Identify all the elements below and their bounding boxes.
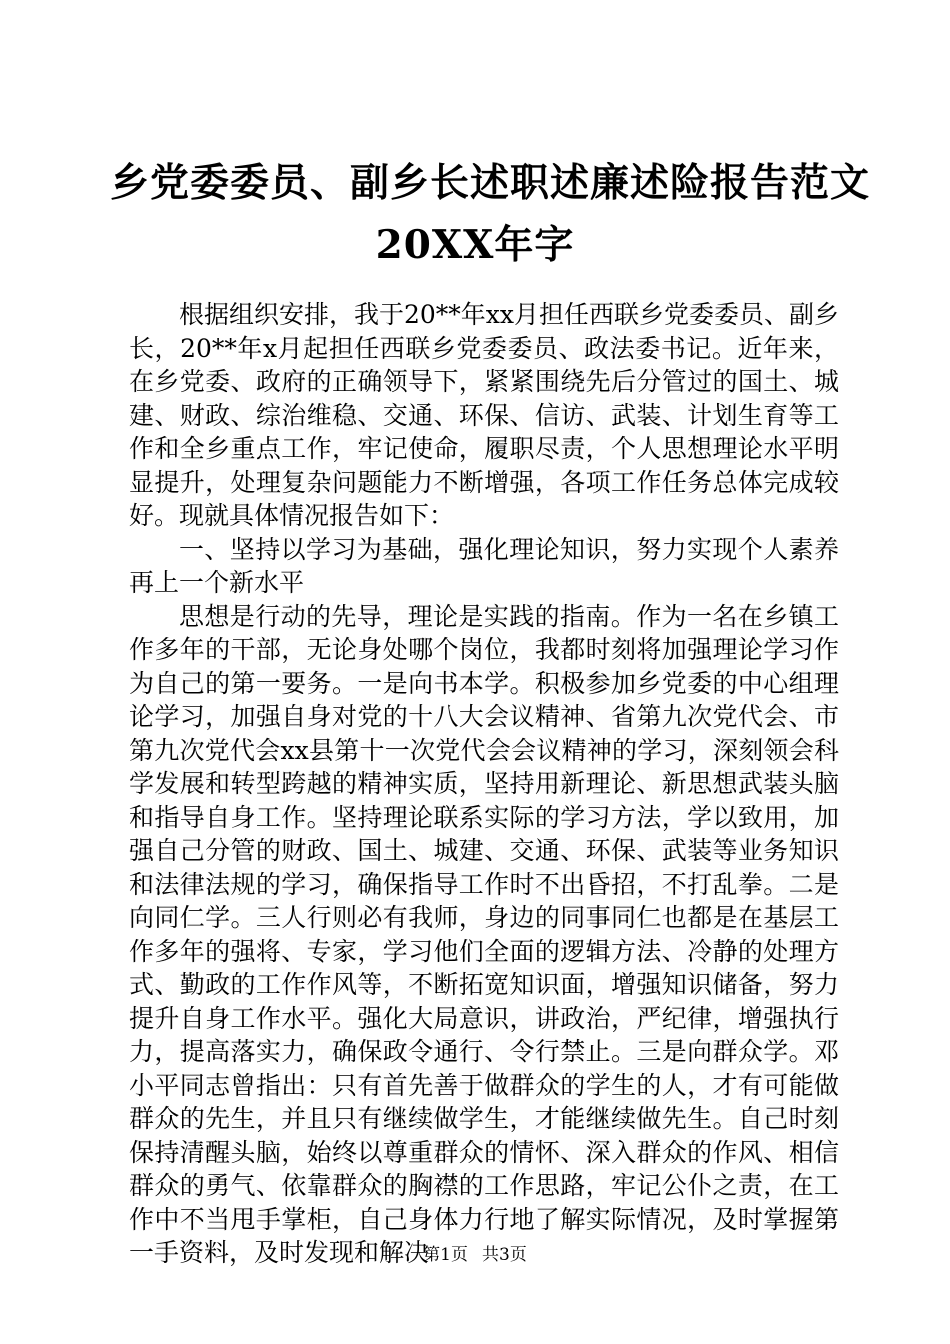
section-heading-1: 一、坚持以学习为基础，强化理论知识，努力实现个人素养再上一个新水平 bbox=[129, 534, 839, 597]
document-title-line-2: 20XX年字 bbox=[375, 222, 575, 268]
page-number-total: 共3页 bbox=[482, 1245, 527, 1265]
paragraph-intro: 根据组织安排，我于20**年xx月担任西联乡党委委员、副乡长，20**年x月起担任西联乡党委委员、政法委书记。近年来，在乡党委、政府的正确领导下，紧紧围绕先后分管过的国土、城建、财政、综治维稳、交通、环保、信访、武装、计划生育等工作和全乡重点工作，牢记使命，履职尽责，个人思想理论水平明显提升，处理复杂问题能力不断增强，各项工作任务总体完成较好。现就具体情况报告如下： bbox=[129, 300, 840, 530]
document-body bbox=[129, 298, 839, 1270]
paragraph-section-1: 思想是行动的先导，理论是实践的指南。作为一名在乡镇工作多年的干部，无论身处哪个岗位，我都时刻将加强理论学习作为自己的第一要务。一是向书本学。积极参加乡党委的中心组理论学习，加强自身对党的十八大会议精神、省第九次党代会、市第九次党代会xx县第十一次党代会会议精神的学习，深刻领会科学发展和转型跨越的精神实质，坚持用新理论、新思想武装头脑和指导自身工作。坚持理论联系实际的学习方法，学以致用，加强自己分管的财政、国土、城建、交通、环保、武装等业务知识和法律法规的学习，确保指导工作时不出昏招，不打乱拳。二是向同仁学。三人行则必有我师，身边的同事同仁也都是在基层工作多年的强将、专家，学习他们全面的逻辑方法、冷静的处理方式、勤政的工作作风等，不断拓宽知识面，增强知识储备，努力提升自身工作水平。强化大局意识，讲政治，严纪律，增强执行力，提高落实力，确保政令通行、令行禁止。三是向群众学。邓小平同志曾指出：只有首先善于做群众的学生的人，才有可能做群众的先生，并且只有继续做学生，才能继续做先生。自己时刻保持清醒头脑，始终以尊重群众的情怀、深入群众的作风、相信群众的勇气、依靠群众的胸襟的工作思路，牢记公仆之责，在工作中不当甩手掌柜，自己身体力行地了解实际情况，及时掌握第一手资料，及时发现和解决 bbox=[129, 601, 839, 1267]
page-number-current: 第1页 bbox=[423, 1245, 468, 1265]
page-footer bbox=[0, 1247, 950, 1264]
document-title-line-1: 乡党委委员、副乡长述职述廉述险报告范文 bbox=[110, 160, 871, 206]
